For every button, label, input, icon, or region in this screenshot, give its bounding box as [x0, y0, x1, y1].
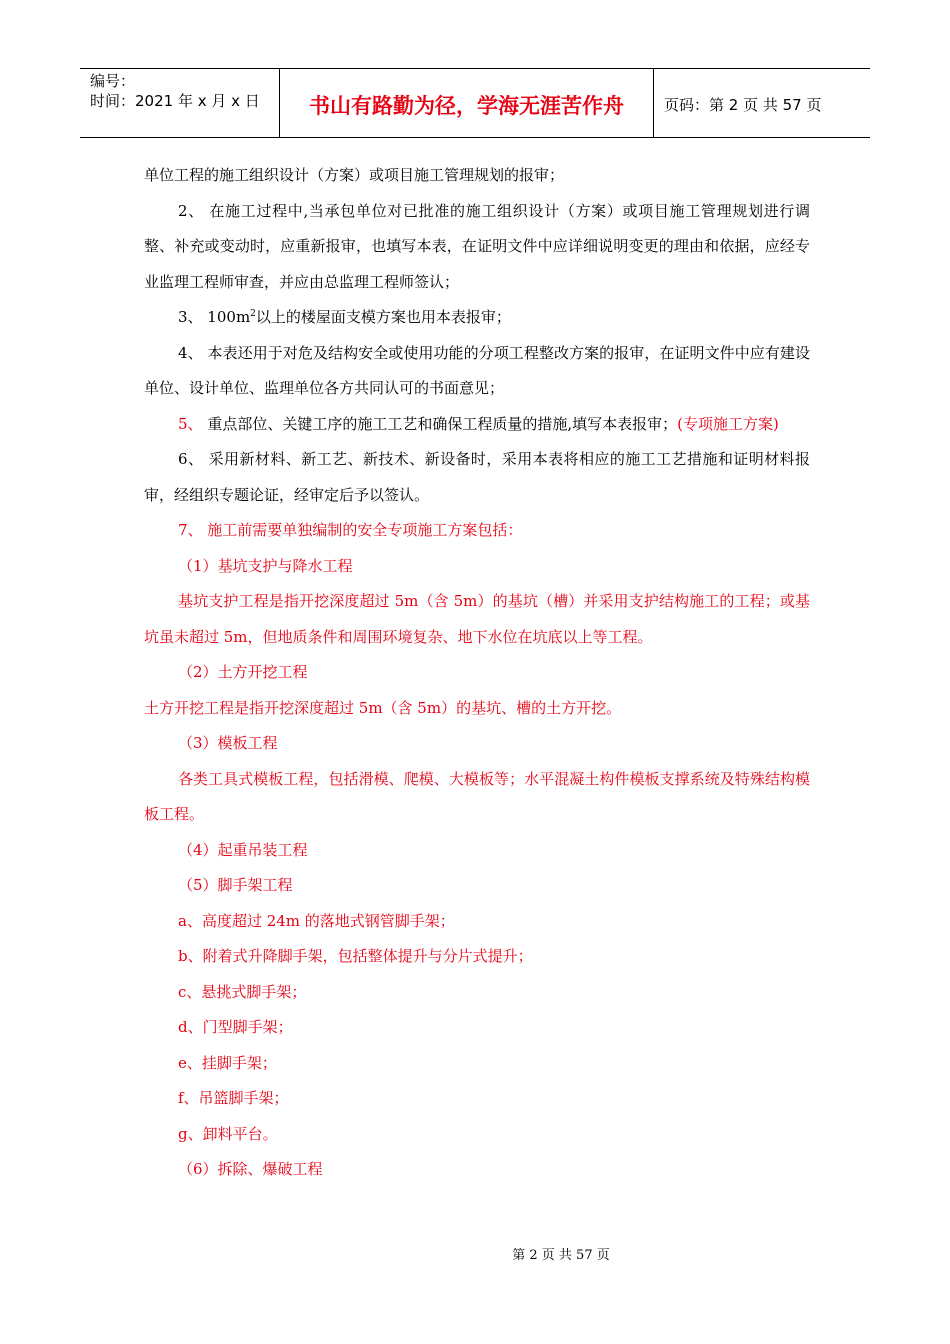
paragraph: 6、 采用新材料、新工艺、新技术、新设备时，采用本表将相应的施工工艺措施和证明材料报审，经组织专题论证，经审定后予以签认。 — [144, 450, 810, 504]
list-number: 5、 — [178, 414, 208, 433]
page-footer: 第 2 页 共 57 页 — [512, 1248, 610, 1263]
superscript: 2 — [250, 309, 256, 319]
paragraph: 4、 本表还用于对危及结构安全或使用功能的分项工程整改方案的报审，在证明文件中应有建设单位、设计单位、监理单位各方共同认可的书面意见； — [144, 343, 810, 397]
date-label: 时间：2021 年 x 月 x 日 — [90, 92, 260, 110]
subheading: （4）起重吊装工程 — [178, 840, 308, 859]
subheading: （3）模板工程 — [178, 734, 278, 752]
text-span: 3、 100m — [178, 308, 251, 326]
text-span: 以上的楼屋面支模方案也用本表报审； — [255, 308, 511, 326]
header-motto: 书山有路勤为径，学海无涯苦作舟 — [280, 69, 654, 137]
list-item: a、高度超过 24m 的落地式钢管脚手架； — [178, 911, 455, 930]
paragraph: 各类工具式模板工程，包括滑模、爬模、大模板等；水平混凝土构件模板支撑系统及特殊结构模板工程。 — [144, 769, 810, 823]
subheading: （6）拆除、爆破工程 — [178, 1160, 323, 1178]
paragraph — [144, 300, 810, 336]
paragraph: 单位工程的施工组织设计（方案）或项目施工管理规划的报审； — [144, 166, 565, 184]
text-span: 重点部位、关键工序的施工工艺和确保工程质量的措施,填写本表报审； — [207, 414, 678, 433]
subheading: （2）土方开挖工程 — [178, 663, 308, 681]
paragraph: 土方开挖工程是指开挖深度超过 5m（含 5m）的基坑、槽的土方开挖。 — [144, 698, 622, 717]
page-header — [80, 68, 870, 138]
section-heading: 7、 施工前需要单独编制的安全专项施工方案包括： — [178, 521, 523, 539]
list-item: f、吊篮脚手架； — [178, 1089, 289, 1107]
serial-number-label: 编号： — [90, 72, 136, 90]
special-plan-note: (专项施工方案) — [677, 414, 779, 433]
header-meta — [80, 69, 280, 137]
subheading: （5）脚手架工程 — [178, 876, 293, 894]
subheading: （1）基坑支护与降水工程 — [178, 556, 353, 575]
list-item: e、挂脚手架； — [178, 1053, 277, 1072]
document-body — [144, 158, 810, 1188]
list-item: b、附着式升降脚手架，包括整体提升与分片式提升； — [178, 947, 533, 965]
paragraph: 2、 在施工过程中,当承包单位对已批准的施工组织设计（方案）或项目施工管理规划进行调整、补充或变动时，应重新报审，也填写本表，在证明文件中应详细说明变更的理由和依据，应经专业监理工程师审查，并应由总监理工程师签认； — [144, 201, 810, 291]
list-item: c、悬挑式脚手架； — [178, 982, 307, 1001]
paragraph: 基坑支护工程是指开挖深度超过 5m（含 5m）的基坑（槽）并采用支护结构施工的工程；或基坑虽未超过 5m，但地质条件和周围环境复杂、地下水位在坑底以上等工程。 — [144, 592, 810, 646]
list-item: d、门型脚手架； — [178, 1018, 293, 1036]
list-item: g、卸料平台。 — [178, 1124, 278, 1143]
header-page-info: 页码：第 2 页 共 57 页 — [664, 95, 822, 114]
paragraph — [144, 407, 810, 443]
